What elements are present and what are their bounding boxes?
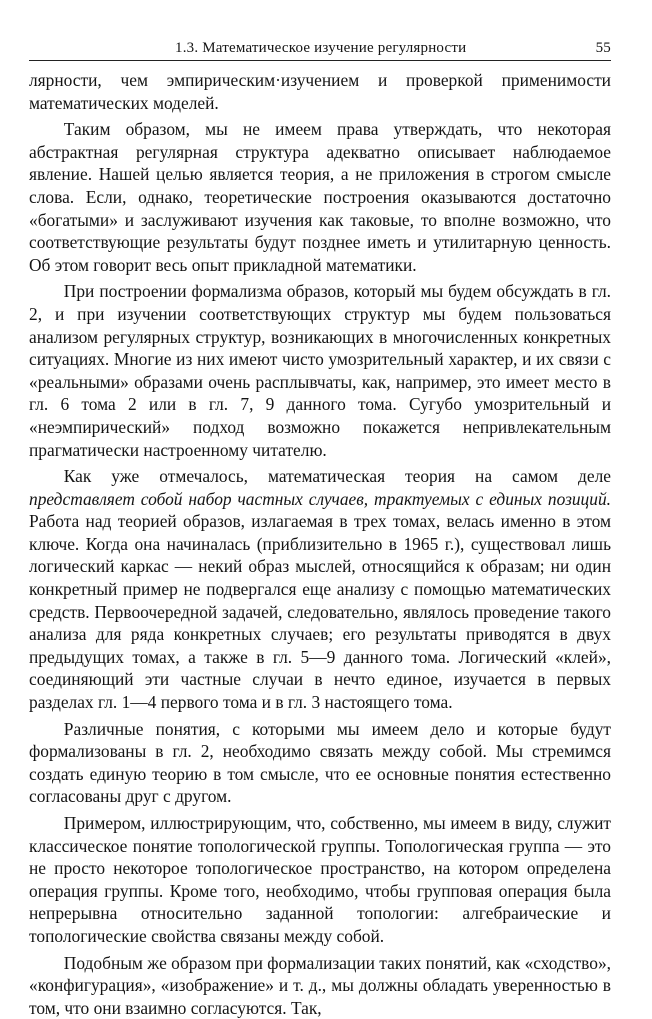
paragraph-rest: Работа над теорией образов, излагаемая в трех томах, велась именно в этом ключе. Когда она начиналась (приблизительно в 1965 г.), существовал лишь логический каркас — некий образ мыслей, относящийся к образам; ни один конкретный пример не подвергался еще анализу с помощью математических средств. Первоочередной задачей, следовательно, являлось проведение такого анализа для ряда конкретных случаев; его результаты приводятся в двух предыдущих томах, а также в гл. 5—9 данного тома. Логический «клей», соединяющий эти частные случаи в нечто единое, изучается в первых разделах гл. 1—4 первого тома и в гл. 3 настоящего тома. (29, 511, 611, 713)
page-number: 55 (595, 40, 611, 56)
paragraph: Таким образом, мы не имеем права утверждать, что некоторая абстрактная регулярная структура адекватно описывает наблюдаемое явление. Нашей целью является теория, а не приложения в строгом смысле слова. Если, однако, теоретические построения оказываются достаточно «богатыми» и заслуживают изучения как таковые, то вполне возможно, что соответствующие результаты будут позднее иметь и утилитарную ценность. Об этом говорит весь опыт прикладной математики. (29, 119, 611, 275)
paragraph: Различные понятия, с которыми мы имеем дело и которые будут формализованы в гл. 2, необходимо связать между собой. Мы стремимся создать единую теорию в том смысле, что ее основные понятия естественно согласованы друг с другом. (29, 718, 611, 807)
book-page (29, 30, 611, 1019)
section-title: 1.3. Математическое изучение регулярности (175, 40, 467, 56)
running-header (29, 30, 611, 61)
paragraph: Примером, иллюстрирующим, что, собственно, мы имеем в виду, служит классическое понятие топологической группы. Топологическая группа — это не просто некоторое топологическое пространство, на котором определена операция группы. Кроме того, необходимо, чтобы групповая операция была непрерывна относительно заданной топологии: алгебраические и топологические свойства связаны между собой. (29, 813, 611, 946)
paragraph-lead: Как уже отмечалось, математическая теория на самом деле (63, 466, 611, 487)
paragraph-continuation: лярности, чем эмпирическим·изучением и проверкой применимости математических моделей. (29, 70, 611, 113)
emphasized-text: представляет собой набор частных случаев, трактуемых с единых позиций. (29, 488, 611, 509)
body-text (29, 69, 611, 1019)
paragraph (29, 465, 611, 714)
paragraph: Подобным же образом при формализации таких понятий, как «сходство», «конфигурация», «изображение» и т. д., мы должны обладать уверенностью в том, что они взаимно согласуются. Так, (29, 952, 611, 1018)
paragraph: При построении формализма образов, который мы будем обсуждать в гл. 2, и при изучении соответствующих структур мы будем пользоваться анализом регулярных структур, возникающих в многочисленных конкретных ситуациях. Многие из них имеют чисто умозрительный характер, и их связи с «реальными» образами очень расплывчаты, как, например, это имеет место в гл. 6 тома 2 или в гл. 7, 9 данного тома. Сугубо умозрительный и «неэмпирический» подход возможно покажется непривлекательным прагматически настроенному читателю. (29, 281, 611, 460)
